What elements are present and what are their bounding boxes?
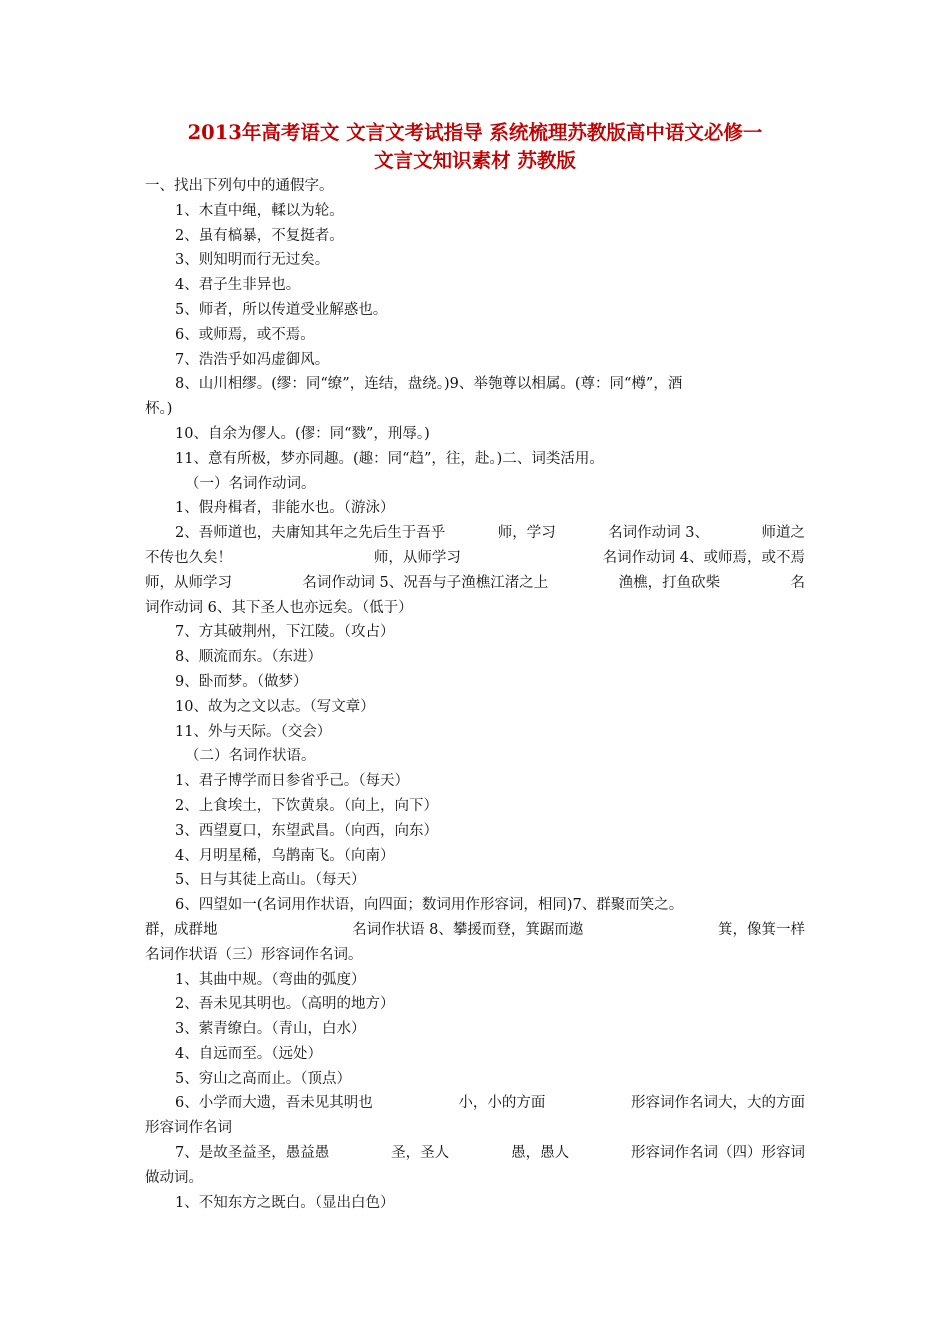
paragraph-line: 9、卧而梦。（做梦） <box>175 673 308 690</box>
paragraph-line: 1、其曲中规。（弯曲的弧度） <box>175 971 366 988</box>
paragraph-line: 11、外与天际。（交会） <box>175 723 332 740</box>
paragraph-line: 不传也久矣！ 师，从师学习 名词作动词 4、或师焉，或不焉 <box>145 549 805 566</box>
document-body <box>145 174 805 1215</box>
paragraph-line: 名词作状语（三）形容词作名词。 <box>145 946 363 963</box>
paragraph-line: 4、君子生非异也。 <box>175 277 301 294</box>
paragraph-line: 7、浩浩乎如冯虚御风。 <box>175 351 330 368</box>
paragraph-line: 1、不知东方之既白。（显出白色） <box>175 1194 395 1211</box>
paragraph-line: 师，从师学习 名词作动词 5、况吾与子渔樵江渚之上 渔樵，打鱼砍柴 名 <box>145 574 805 591</box>
paragraph-line: 7、是故圣益圣，愚益愚 圣，圣人 愚，愚人 形容词作名词（四）形容词 <box>175 1145 805 1162</box>
paragraph-line: 7、方其破荆州，下江陵。（攻占） <box>175 624 395 641</box>
paragraph-line: 5、穷山之高而止。（顶点） <box>175 1070 351 1087</box>
paragraph-line: 5、师者，所以传道受业解惑也。 <box>175 301 388 318</box>
paragraph-line: 2、上食埃土，下饮黄泉。（向上，向下） <box>175 797 438 814</box>
document-title <box>100 119 850 175</box>
title-line-1: 2013年高考语文 文言文考试指导 系统梳理苏教版高中语文必修一 <box>187 121 763 144</box>
paragraph-line: 8、顺流而东。（东进） <box>175 649 322 666</box>
paragraph-line: 做动词。 <box>145 1169 203 1186</box>
paragraph-line: 3、则知明而行无过矣。 <box>175 252 330 269</box>
paragraph-line: 11、意有所极，梦亦同趣。(趣：同“趋”，往，赴。)二、词类活用。 <box>175 450 604 467</box>
paragraph-line: 4、自远而至。（远处） <box>175 1045 322 1062</box>
paragraph-line: 1、木直中绳，輮以为轮。 <box>175 202 344 219</box>
paragraph-line: 10、故为之文以志。（写文章） <box>175 698 375 715</box>
paragraph-line: 1、君子博学而日参省乎己。（每天） <box>175 773 409 790</box>
paragraph-line: 2、虽有槁暴，不复挺者。 <box>175 227 344 244</box>
section-heading: 一、找出下列句中的通假字。 <box>145 178 334 194</box>
paragraph-line: 形容词作名词 <box>145 1120 232 1137</box>
paragraph-line: 6、或师焉，或不焉。 <box>175 326 315 343</box>
paragraph-line: 杯。) <box>145 401 173 418</box>
paragraph-line: 词作动词 6、其下圣人也亦远矣。（低于） <box>145 599 413 616</box>
paragraph-line: 6、小学而大遗，吾未见其明也 小，小的方面 形容词作名词大，大的方面 <box>175 1095 805 1112</box>
paragraph-line: 4、月明星稀，乌鹊南飞。（向南） <box>175 847 395 864</box>
paragraph-line: 3、萦青缭白。（青山，白水） <box>175 1021 366 1038</box>
paragraph-line: 6、四望如一(名词用作状语，向四面；数词用作形容词，相同)7、群聚而笑之。 <box>175 897 684 914</box>
subsection-heading: （一）名词作动词。 <box>185 475 316 492</box>
paragraph-line: 8、山川相缪。(缪：同“缭”，连结，盘绕。)9、举匏尊以相属。(尊：同“樽”，酒 <box>175 376 683 393</box>
paragraph-line: 3、西望夏口，东望武昌。（向西，向东） <box>175 822 438 839</box>
paragraph-line: 10、自余为僇人。(僇：同“戮”，刑辱。) <box>175 425 430 442</box>
paragraph-line: 2、吾未见其明也。（高明的地方） <box>175 996 395 1013</box>
paragraph-line: 5、日与其徒上高山。（每天） <box>175 872 366 889</box>
paragraph-line: 群，成群地 名词作状语 8、攀援而登，箕踞而遨 箕，像箕一样 <box>145 921 805 938</box>
title-line-2: 文言文知识素材 苏教版 <box>374 149 576 172</box>
paragraph-line: 1、假舟楫者，非能水也。（游泳） <box>175 500 395 517</box>
subsection-heading: （二）名词作状语。 <box>185 748 316 765</box>
paragraph-line: 2、吾师道也，夫庸知其年之先后生于吾乎 师，学习 名词作动词 3、 师道之 <box>175 525 805 542</box>
